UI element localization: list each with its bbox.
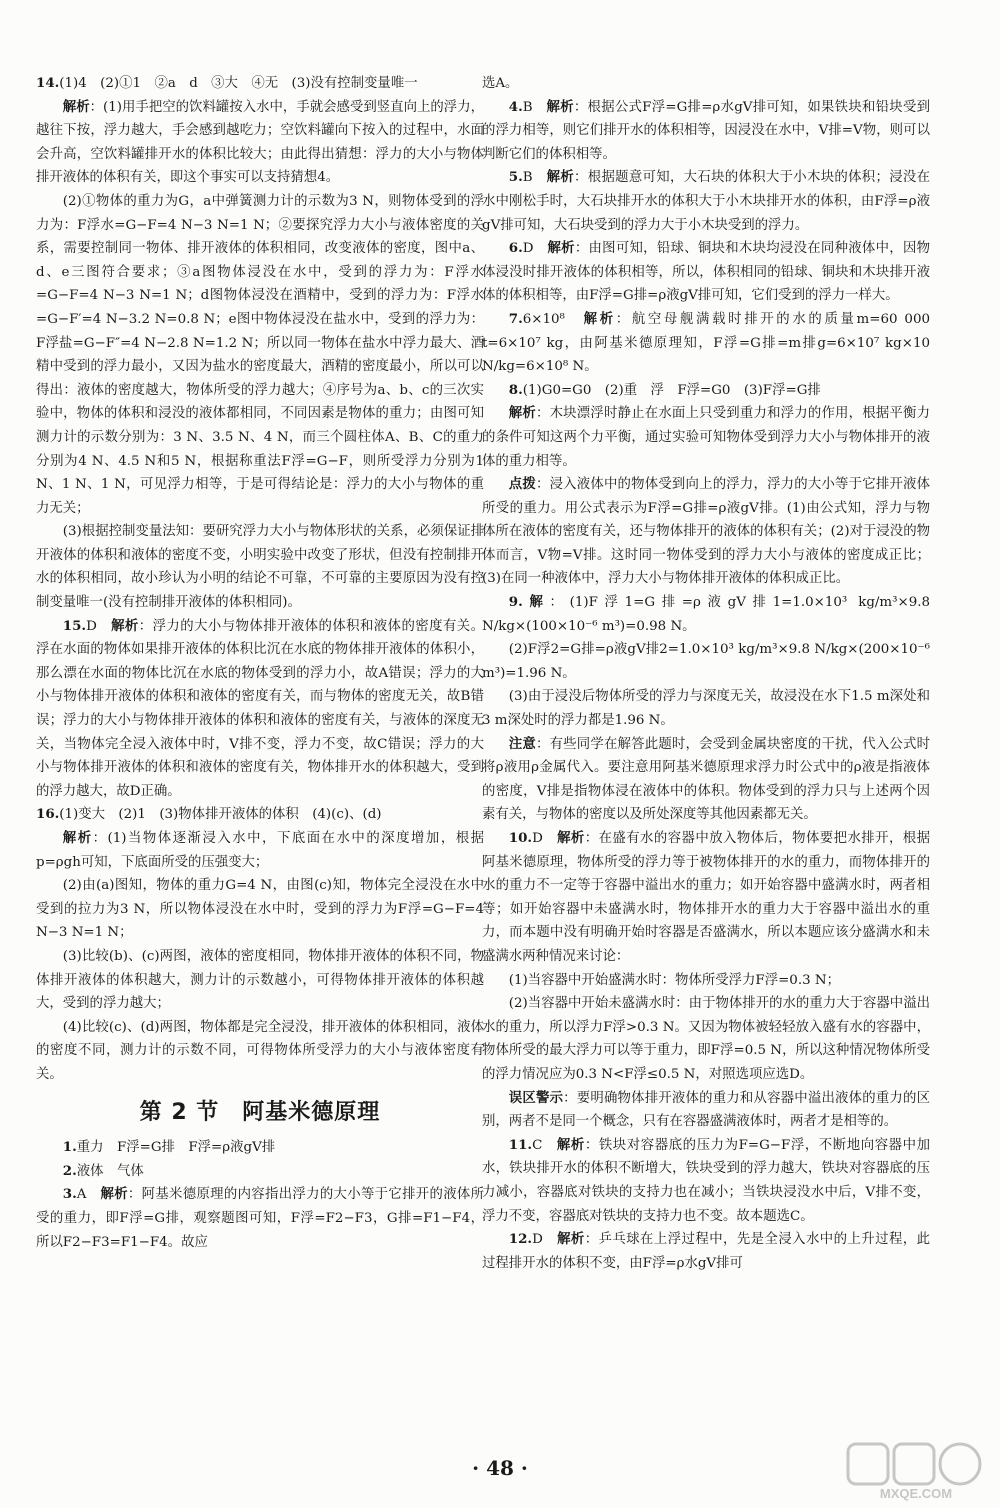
question-number: 8. (508, 381, 523, 398)
paragraph-text: D (86, 618, 112, 634)
paragraph (36, 874, 484, 945)
paragraph (482, 166, 930, 237)
question-number: 11. (508, 1136, 533, 1153)
paragraph (482, 96, 930, 167)
paragraph-text: B (522, 170, 547, 186)
question-number: 3. (62, 1186, 77, 1203)
explanation-label: 解析 (508, 405, 536, 422)
paragraph (482, 969, 930, 993)
paragraph-text: ：乒乓球在上浮过程中，先是全浸入水中的上升过程，此过程排开水的体积不变，由F浮=ρ水gV排可 (482, 1232, 930, 1271)
paragraph (482, 402, 930, 473)
paragraph-text: (2)当容器中开始未盛满水时：由于物体排开的水的重力大于容器中溢出水的重力，所以浮力F浮>0.3 N。又因为物体被轻轻放入盛有水的容器中，物体所受的最大浮力可以等于重力，即F浮=0.5 N，所以这种情况物体所受的浮力情况应为0.3 N<F浮≤0.5 N，对照选项应选D。 (482, 996, 930, 1082)
paragraph (482, 638, 930, 685)
question-number: 2. (62, 1162, 77, 1179)
paragraph (482, 1087, 930, 1134)
question-number: 16. (36, 806, 60, 823)
paragraph-text: ：在盛有水的容器中放入物体后，物体要把水排开，根据阿基米德原理，物体所受的浮力等于被物体排开的水的重力，而物体排开的水的重力不一定等于容器中溢出水的重力；如开始容器中盛满水时，两者相等；如开始容器中未盛满水时，物体排开水的重力大于容器中溢出水的重力，而本题中没有明确开始时容器是否盛满水，所以本题应该分盛满水和未盛满水两种情况来讨论： (482, 831, 930, 964)
section-title: 第 2 节 阿基米德原理 (139, 1099, 381, 1125)
paragraph (482, 237, 930, 308)
paragraph-text: 液体 气体 (76, 1163, 144, 1179)
paragraph (482, 72, 930, 96)
paragraph-text: B (522, 99, 547, 115)
paragraph (36, 803, 484, 827)
paragraph (482, 591, 930, 638)
paragraph (36, 190, 484, 520)
paragraph-text: ：由图可知，铅球、铜块和木块均浸没在同种液体中，因物体浸没时排开液体的体积相等，所以，体积相同的铅球、铜块和木块排开液体的体积相等，由F浮=G排=ρ液gV排可知，它们受到的浮力一样大。 (482, 241, 931, 304)
question-number: 5. (508, 169, 523, 186)
question-number: 15. (62, 617, 87, 634)
paragraph-text: D (522, 241, 548, 257)
question-number: 9. (508, 594, 523, 611)
paragraph-text: D (532, 831, 558, 846)
question-number: 6. (508, 240, 523, 257)
explanation-label: 解析 (546, 98, 574, 115)
paragraph-text: ：根据公式F浮=G排=ρ水gV排可知，如果铁块和铅块受到的浮力相等，则它们排开水的体积相等，因浸没在水中，V排=V物，则可以判断它们的体积相等。 (482, 99, 931, 162)
paragraph-text: D (532, 1232, 558, 1248)
question-number: 10. (508, 830, 533, 846)
paragraph-text: ：浸入液体中的物体受到向上的浮力，浮力的大小等于它排开液体所受的重力。用公式表示为F浮=G排=ρ液gV排。(1)由公式知，浮力与物体所在液体的密度有关，还与物体排开的液体的体积有关；(2)对于浸没的物体而言，V物=V排。这时同一物体受到的浮力大小与液体的密度成正比；(3)在同一种液体中，浮力大小与物体排开液体的体积成正比。 (482, 477, 930, 587)
paragraph (36, 1016, 484, 1087)
paragraph (36, 520, 484, 614)
explanation-label: 解析 (547, 240, 575, 257)
paragraph-text: C (532, 1137, 557, 1153)
paragraph (36, 945, 484, 1016)
paragraph-text: (4)比较(c)、(d)两图，物体都是完全浸没，排开液体的体积相同，液体的密度不同，测力计的示数不同，可得物体所受浮力的大小与液体密度有关。 (36, 1019, 484, 1082)
paragraph-text: ：木块漂浮时静止在水面上只受到重力和浮力的作用，根据平衡力的条件可知这两个力平衡，通过实验可知物体受到浮力大小与物体排开的液体的重力相等。 (482, 406, 930, 469)
paragraph (482, 1228, 930, 1275)
question-number: 1. (62, 1139, 77, 1156)
paragraph-text: ：航空母舰满载时排开的水的质量m=60 000 t=6×10⁷ kg，由阿基米德原理知，F浮=G排=m排g=6×10⁷ kg×10 N/kg=6×10⁸ N。 (482, 311, 930, 375)
right-column (482, 72, 930, 1275)
paragraph-text: 重力 F浮=G排 F浮=ρ液gV排 (76, 1140, 276, 1156)
paragraph (36, 1160, 484, 1184)
paragraph-text: (2)①物体的重力为G，a中弹簧测力计的示数为3 N，则物体受到的浮力为：F浮水=G−F=4 N−3 N=1 N；②要探究浮力大小与液体密度的关系，需要控制同一物体、排开液体的体积相同，改变液体的密度，图中a、d、e三图符合要求；③a图物体浸没在水中，受到的浮力为：F浮水=G−F=4 N−3 N=1 N；d图物体浸没在酒精中，受到的浮力为：F浮水=G−F′=4 N−3.2 N=0.8 N；e图中物体浸没在盐水中，受到的浮力为：F浮盐=G−F″=4 N−2.8 N=1.2 N；所以同一物体在盐水中浮力最大、酒精中受到的浮力最小，又因为盐水的密度最大，酒精的密度最小，所以可以得出：液体的密度越大，物体所受的浮力越大；④序号为a、b、c的三次实验中，物体的体积和浸没的液体都相同，不同因素是物体的重力；由图可知测力计的示数分别为：3 N、3.5 N、4 N，而三个圆柱体A、B、C的重力分别为4 N、4.5 N和5 N，根据称重法F浮=G−F，则所受浮力分别为1 N、1 N、1 N，可见浮力相等，于是可得结论是：浮力的大小与物体的重力无关； (36, 193, 484, 516)
paragraph (482, 1134, 930, 1228)
page-number: · 48 · (472, 1456, 528, 1480)
explanation-label: 解析 (556, 1136, 585, 1153)
watermark-logo (846, 1440, 986, 1502)
left-column (36, 72, 484, 1254)
paragraph (36, 1136, 484, 1160)
paragraph (482, 473, 930, 591)
paragraph (36, 1183, 484, 1254)
paragraph-text: ：铁块对容器底的压力为F=G−F浮，不断地向容器中加水，铁块排开水的体积不断增大，铁块受到的浮力越大，铁块对容器底的压力减小，容器底对铁块的支持力也在减小；当铁块浸没水中后，V排不变，浮力不变，容器底对铁块的支持力也不变。故本题选C。 (482, 1137, 931, 1224)
paragraph (36, 72, 484, 96)
paragraph-text: ：阿基米德原理的内容指出浮力的大小等于它排开的液体所受的重力，即F浮=G排，观察题图可知，F浮=F2−F3，G排=F1−F4，所以F2−F3=F1−F4。故应 (36, 1187, 485, 1250)
explanation-label: 解析 (62, 830, 93, 846)
paragraph-text: ：(1)F浮1=G排=ρ液gV排1=1.0×10³ kg/m³×9.8 N/kg×(100×10⁻⁶ m³)=0.98 N。 (482, 595, 930, 634)
paragraph (482, 308, 930, 379)
paragraph-text: (2)F浮2=G排=ρ液gV排2=1.0×10³ kg/m³×9.8 N/kg×(200×10⁻⁶ m³)=1.96 N。 (482, 642, 930, 681)
explanation-label: 误区警示 (508, 1089, 564, 1106)
paragraph-text: A (76, 1187, 101, 1203)
paragraph-text: 选A。 (482, 76, 519, 91)
explanation-label: 解析 (546, 169, 575, 186)
paragraph-text: (2)由(a)图知，物体的重力G=4 N，由图(c)知，物体完全浸没在水中受到的拉力为3 N，所以物体浸没在水中时，受到的浮力为F浮=G−F=4 N−3 N=1 N； (36, 878, 484, 941)
explanation-label: 解析 (100, 1186, 128, 1203)
paragraph-text: (1)当容器中开始盛满水时：物体所受浮力F浮=0.3 N； (508, 972, 840, 988)
paragraph (36, 827, 484, 874)
paragraph-text: (3)根据控制变量法知：要研究浮力大小与物体形状的关系，必须保证排开液体的体积和液体的密度不变，小明实验中改变了形状，但没有控制排开水的体积相同，故小珍认为小明的结论不可靠，不可靠的主要原因为没有控制变量唯一(没有控制排开液体的体积相同)。 (36, 524, 484, 611)
question-number: 12. (508, 1231, 533, 1248)
paragraph-text: ：(1)当物体逐渐浸入水中，下底面在水中的深度增加，根据p=ρgh可知，下底面所受的压强变大； (36, 831, 484, 870)
paragraph-text: ：浮力的大小与物体排开液体的体积和液体的密度有关。浮在水面的物体如果排开液体的体积比沉在水底的物体排开液体的体积小，那么漂在水面的物体比沉在水底的物体受到的浮力小，故A错误；浮力的大小与物体排开液体的体积和液体的密度有关，而与物体的密度无关，故B错误；浮力的大小与物体排开液体的体积和液体的密度有关，与液体的深度无关，当物体完全浸入液体中时，V排不变，浮力不变，故C错误；浮力的大小与物体排开液体的体积和液体的密度有关，物体排开水的体积越大，受到的浮力越大，故D正确。 (36, 618, 484, 799)
paragraph-text: ：根据题意可知，大石块的体积大于小木块的体积；浸没在水中刚松手时，大石块排开水的体积大于小木块排开水的体积，由F浮=ρ液gV排可知，大石块受到的浮力大于小木块受到的浮力。 (482, 170, 931, 233)
paragraph (36, 96, 484, 190)
paragraph-text: 6×10⁸ (522, 311, 584, 327)
paragraph (482, 992, 930, 1086)
explanation-label: 注意 (508, 735, 536, 752)
explanation-label: 解析 (111, 617, 139, 634)
question-number: 14. (36, 75, 60, 91)
paragraph (36, 615, 484, 804)
explanation-label: 解 (522, 594, 550, 611)
paragraph (482, 379, 930, 403)
question-number: 7. (508, 310, 523, 327)
paragraph-text: (1)变大 (2)1 (3)物体排开液体的体积 (4)(c)、(d) (59, 807, 382, 823)
question-number: 4. (508, 98, 523, 115)
paragraph-text: (3)由于浸没后物体所受的浮力与深度无关，故浸没在水下1.5 m深处和3 m深处时的浮力都是1.96 N。 (482, 689, 930, 729)
paragraph (482, 827, 930, 969)
paragraph-text: (1)G0=G0 (2)重 浮 F浮=G0 (3)F浮=G排 (522, 382, 821, 398)
paragraph (482, 733, 930, 827)
paragraph-text: ：要明确物体排开液体的重力和从容器中溢出液体的重力的区别，两者不是同一个概念，只有在容器盛满液体时，两者才是相等的。 (482, 1090, 930, 1130)
explanation-label: 点拨 (508, 476, 536, 493)
paragraph-text: ：有些同学在解答此题时，会受到金属块密度的干扰，代入公式时将ρ液用ρ金属代入。要注意用阿基米德原理求浮力时公式中的ρ液是指液体的密度，V排是指物体浸在液体中的体积。物体受到的浮力只与上述两个因素有关，与物体的密度以及所处深度等其他因素都无关。 (482, 736, 930, 823)
paragraph-text: (3)比较(b)、(c)两图，液体的密度相同，物体排开液体的体积不同，物体排开液体的体积越大，测力计的示数越小，可得物体排开液体的体积越大，受到的浮力越大； (36, 948, 484, 1012)
explanation-label: 解析 (583, 310, 616, 327)
paragraph-text: ：(1)用手把空的饮料罐按入水中，手就会感受到竖直向上的浮力，越往下按，浮力越大，手会感到越吃力；空饮料罐向下按入的过程中，水面会升高，空饮料罐排开水的体积比较大；由此得出猜想：浮力的大小与物体排开液体的体积有关，即这个事实可以支持猜想4。 (36, 99, 485, 186)
explanation-label: 解析 (557, 1231, 585, 1248)
paragraph-text: (1)4 (2)①1 ②a d ③大 ④无 (3)没有控制变量唯一 (59, 76, 418, 91)
svg-text:MXQE.COM: MXQE.COM (879, 1486, 953, 1501)
paragraph (482, 685, 930, 732)
explanation-label: 解析 (557, 830, 585, 846)
explanation-label: 解析 (62, 98, 90, 115)
